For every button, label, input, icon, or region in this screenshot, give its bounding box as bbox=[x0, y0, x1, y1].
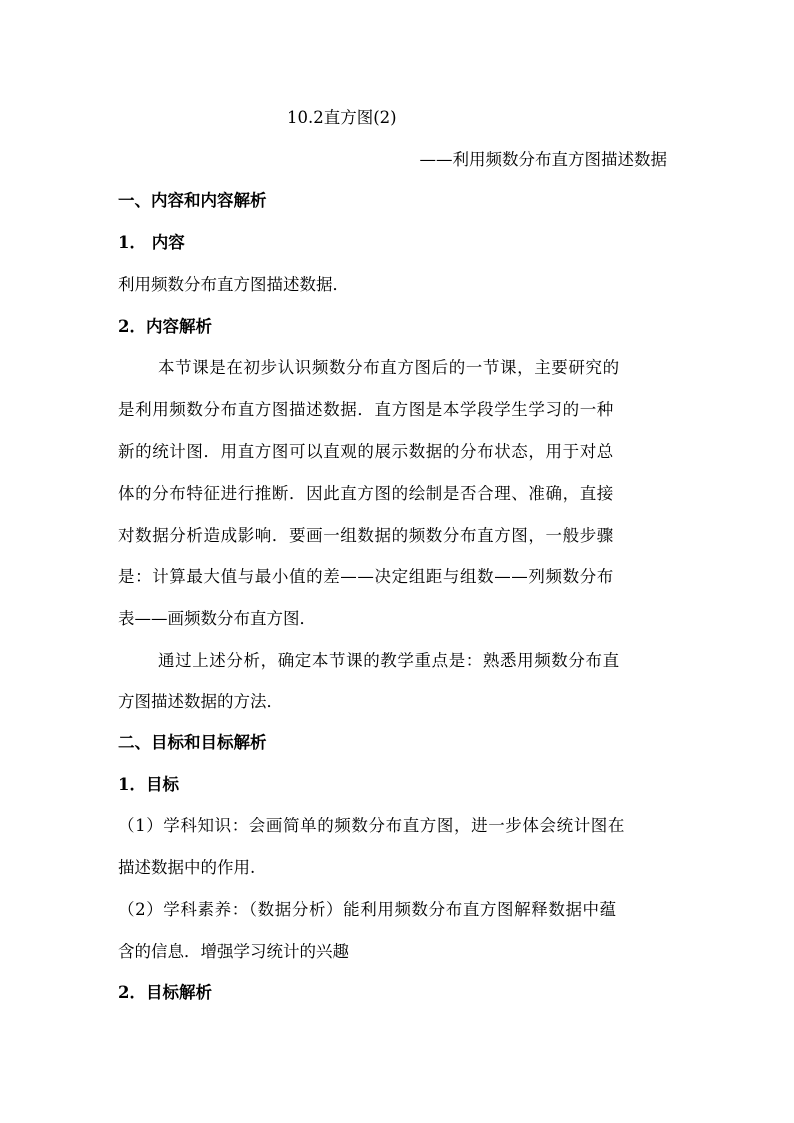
section-heading-content: 一、内容和内容解析 bbox=[118, 191, 267, 210]
subheading-goals: 1．目标 bbox=[118, 775, 179, 794]
analysis-line: 新的统计图．用直方图可以直观的展示数据的分布状态，用于对总 bbox=[118, 442, 614, 461]
goal-line: （1）学科知识：会画简单的频数分布直方图，进一步体会统计图在 bbox=[118, 816, 625, 835]
goal-line: 含的信息．增强学习统计的兴趣 bbox=[118, 942, 349, 961]
section-heading-goals: 二、目标和目标解析 bbox=[118, 733, 267, 752]
page-title: 10.2直方图(2) bbox=[287, 108, 397, 127]
analysis-line: 体的分布特征进行推断．因此直方图的绘制是否合理、准确，直接 bbox=[118, 484, 614, 503]
subheading-content-analysis: 2．内容解析 bbox=[118, 317, 212, 336]
key-point-line: 通过上述分析，确定本节课的教学重点是：熟悉用频数分布直 bbox=[158, 651, 620, 670]
content-text: 利用频数分布直方图描述数据． bbox=[118, 275, 349, 294]
analysis-line: 是：计算最大值与最小值的差——决定组距与组数——列频数分布 bbox=[118, 567, 614, 586]
analysis-line: 本节课是在初步认识频数分布直方图后的一节课，主要研究的 bbox=[158, 358, 620, 377]
page-subtitle: ——利用频数分布直方图描述数据 bbox=[419, 150, 667, 169]
goal-line: （2）学科素养：（数据分析）能利用频数分布直方图解释数据中蕴 bbox=[118, 900, 617, 919]
key-point-line: 方图描述数据的方法． bbox=[118, 692, 283, 711]
subheading-goal-analysis: 2．目标解析 bbox=[118, 983, 212, 1002]
goal-line: 描述数据中的作用. bbox=[118, 858, 256, 877]
analysis-line: 表——画频数分布直方图． bbox=[118, 609, 316, 628]
analysis-line: 是利用频数分布直方图描述数据．直方图是本学段学生学习的一种 bbox=[118, 400, 614, 419]
subheading-content: 1． 内容 bbox=[118, 233, 185, 252]
analysis-line: 对数据分析造成影响．要画一组数据的频数分布直方图，一般步骤 bbox=[118, 526, 614, 545]
